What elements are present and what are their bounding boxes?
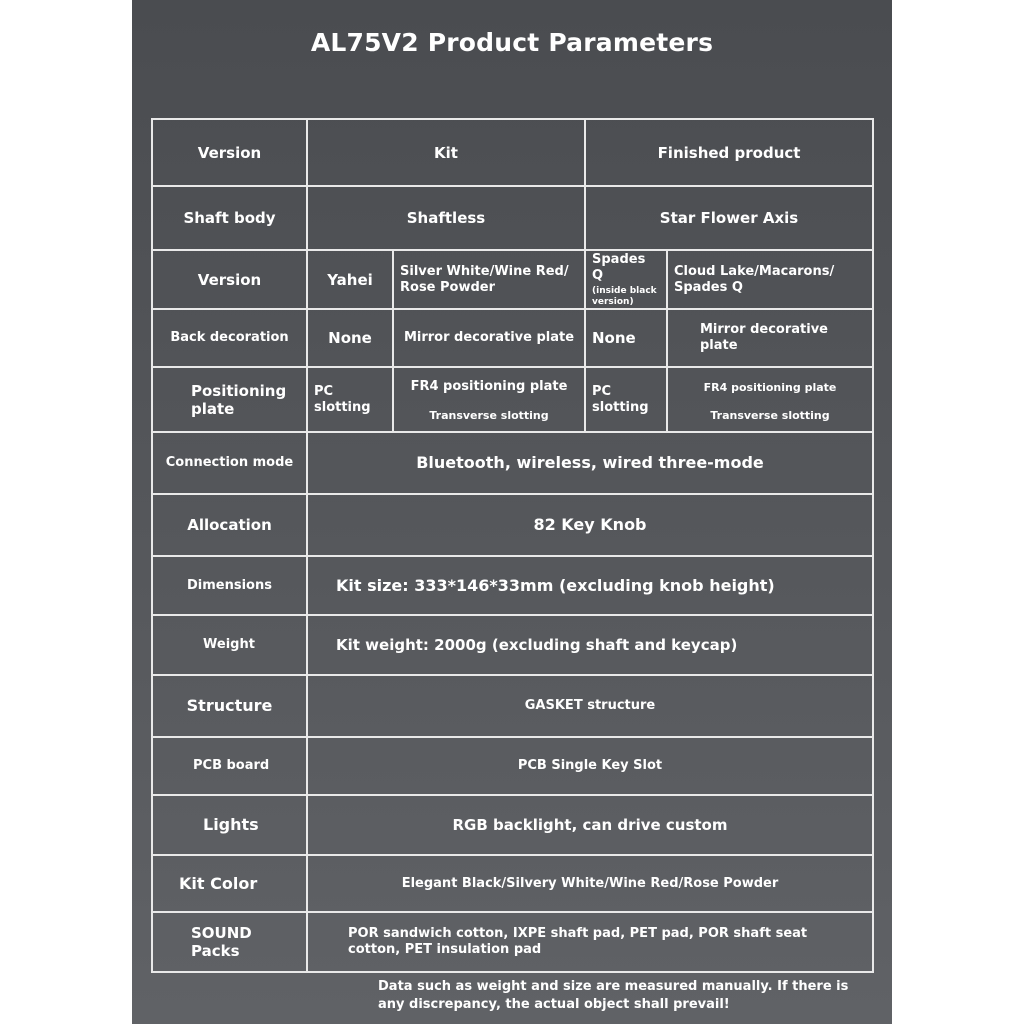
row-label-structure: Structure	[152, 675, 307, 737]
table-row	[152, 494, 873, 556]
row-label-connection-mode: Connection mode	[152, 432, 307, 494]
cell-finished-none: None	[585, 309, 667, 367]
row-label-dimensions: Dimensions	[152, 556, 307, 615]
cell-finished-mirror-plate: Mirror decorative plate	[667, 309, 873, 367]
spec-poster	[132, 0, 892, 1024]
finished-fr4-main: FR4 positioning plate	[703, 380, 837, 394]
row-label-back-decoration: Back decoration	[152, 309, 307, 367]
row-label-weight: Weight	[152, 615, 307, 675]
cell-kit-mirror-plate: Mirror decorative plate	[393, 309, 585, 367]
table-row	[152, 737, 873, 795]
table-row	[152, 795, 873, 855]
table-row	[152, 432, 873, 494]
cell-shaftless: Shaftless	[307, 186, 585, 250]
row-label-shaft-body: Shaft body	[152, 186, 307, 250]
kit-fr4-sub: Transverse slotting	[429, 408, 549, 422]
cell-kit-none: None	[307, 309, 393, 367]
row-label-kit-color: Kit Color	[152, 855, 307, 912]
table-row	[152, 855, 873, 912]
kit-fr4-main: FR4 positioning plate	[410, 379, 568, 395]
table-row	[152, 675, 873, 737]
cell-kit: Kit	[307, 119, 585, 186]
cell-kit-color: Elegant Black/Silvery White/Wine Red/Rose Powder	[307, 855, 873, 912]
table-row	[152, 556, 873, 615]
cell-finished-pc-slotting: PC slotting	[585, 367, 667, 432]
cell-connection-mode: Bluetooth, wireless, wired three-mode	[307, 432, 873, 494]
row-label-sound-packs: SOUND Packs	[152, 912, 307, 972]
row-label-lights: Lights	[152, 795, 307, 855]
cell-finished-colors: Cloud Lake/Macarons/ Spades Q	[667, 250, 873, 309]
spades-q-note: (inside black version)	[592, 286, 657, 307]
cell-finished-fr4	[667, 367, 873, 432]
cell-sound-packs: POR sandwich cotton, IXPE shaft pad, PET pad, POR shaft seat cotton, PET insulation pad	[307, 912, 873, 972]
cell-yahei: Yahei	[307, 250, 393, 309]
row-label-pcb-board: PCB board	[152, 737, 307, 795]
cell-pcb-board: PCB Single Key Slot	[307, 737, 873, 795]
cell-kit-pc-slotting: PC slotting	[307, 367, 393, 432]
spades-q-label: Spades Q	[592, 252, 646, 283]
cell-lights: RGB backlight, can drive custom	[307, 795, 873, 855]
cell-finished-product: Finished product	[585, 119, 873, 186]
footnote: Data such as weight and size are measured manually. If there is any discrepancy, the actual object shall prevail!	[378, 979, 849, 1012]
cell-structure: GASKET structure	[307, 675, 873, 737]
table-row	[152, 186, 873, 250]
table-row	[152, 119, 873, 186]
cell-weight: Kit weight: 2000g (excluding shaft and keycap)	[307, 615, 873, 675]
finished-fr4-sub: Transverse slotting	[710, 408, 830, 422]
page-title: AL75V2 Product Parameters	[310, 28, 714, 57]
row-label-allocation: Allocation	[152, 494, 307, 556]
table-row	[152, 309, 873, 367]
table-row	[152, 615, 873, 675]
cell-allocation: 82 Key Knob	[307, 494, 873, 556]
table-row	[152, 367, 873, 432]
cell-kit-colors: Silver White/Wine Red/ Rose Powder	[393, 250, 585, 309]
cell-star-flower-axis: Star Flower Axis	[585, 186, 873, 250]
table-row	[152, 250, 873, 309]
table-row	[152, 912, 873, 972]
row-label-positioning-plate: Positioning plate	[152, 367, 307, 432]
row-label-version-2: Version	[152, 250, 307, 309]
row-label-version: Version	[152, 119, 307, 186]
cell-spades-q	[585, 250, 667, 309]
cell-kit-fr4	[393, 367, 585, 432]
cell-dimensions: Kit size: 333*146*33mm (excluding knob height)	[307, 556, 873, 615]
spec-table	[151, 118, 874, 973]
